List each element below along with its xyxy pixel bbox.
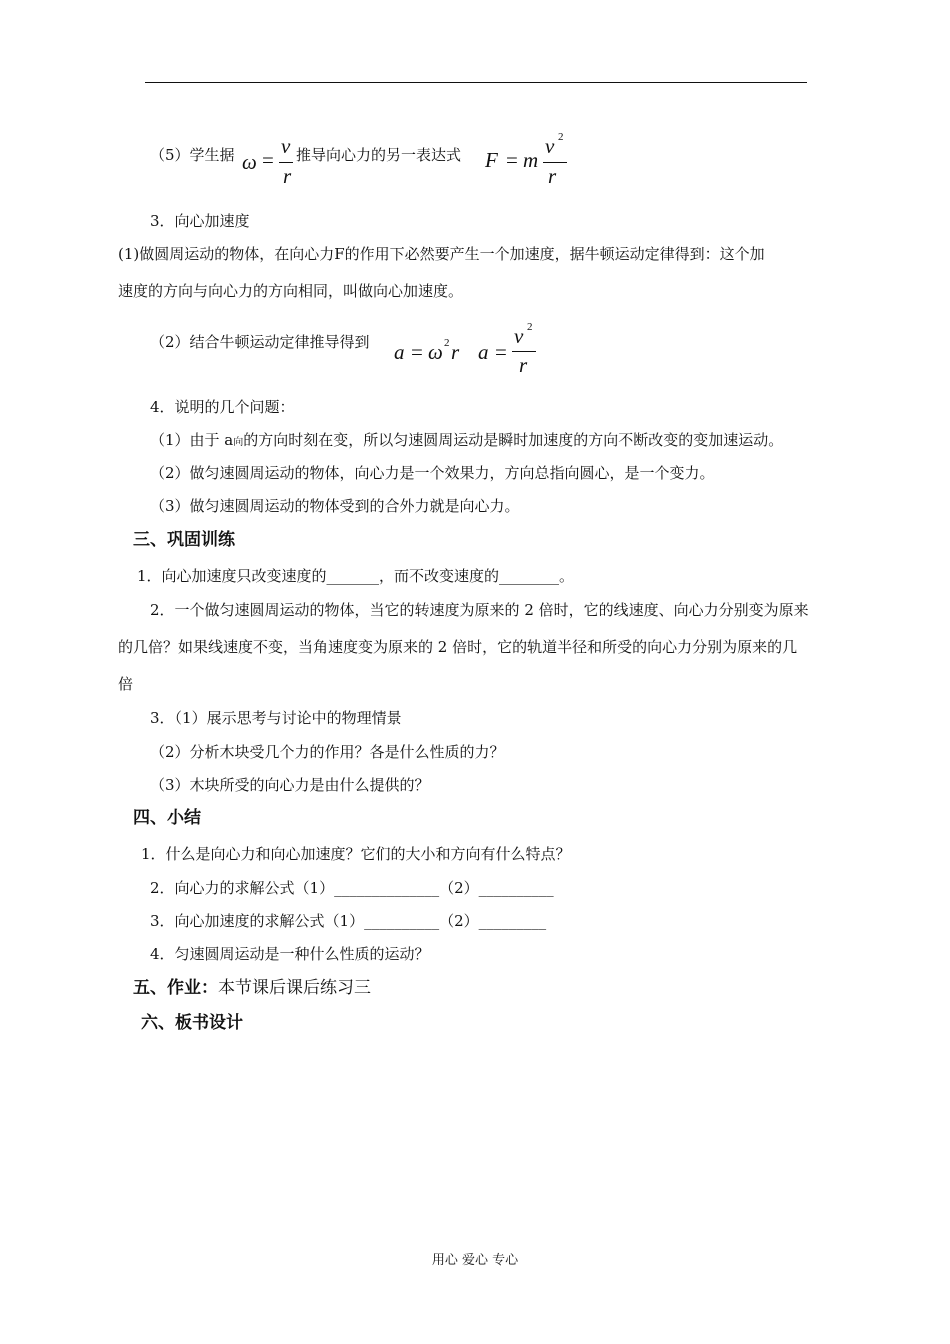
- page-footer: 用心 爱心 专心: [431, 1253, 519, 1268]
- formula-equals: =: [411, 340, 423, 364]
- section5-text: 本节课后课后练习三: [218, 978, 371, 998]
- formula-r: r: [451, 340, 460, 364]
- formula-omega: ω: [242, 150, 257, 174]
- formula-numerator-v: v: [545, 134, 555, 158]
- formula-denominator-r: r: [519, 353, 528, 377]
- section6-heading: 六、板书设计: [141, 1013, 243, 1033]
- fraction-bar: [512, 351, 536, 352]
- item3-para2-prefix: （2）结合牛顿运动定律推导得到: [150, 333, 370, 351]
- formula-numerator-v: v: [281, 134, 291, 158]
- sec3-q1: 1．向心加速度只改变速度的_______，而不改变速度的________。: [137, 567, 575, 585]
- item4-point3: （3）做匀速圆周运动的物体受到的合外力就是向心力。: [150, 497, 520, 515]
- item4-point1-subscript: 向: [233, 437, 244, 448]
- formula-equals: =: [495, 340, 507, 364]
- item3-para1-line2: 速度的方向与向心力的方向相同，叫做向心加速度。: [118, 282, 464, 300]
- formula-a: a: [478, 340, 489, 364]
- section5: [133, 977, 371, 999]
- formula-equals: =: [506, 148, 518, 172]
- fraction-bar: [543, 162, 567, 163]
- formula-denominator-r: r: [283, 164, 292, 188]
- header-rule: [145, 82, 807, 83]
- formula-exponent-2: 2: [558, 131, 564, 143]
- item5-mid: 推导向心力的另一表达式: [296, 146, 462, 164]
- formula-exponent-2: 2: [527, 321, 533, 333]
- item4-point1-a: （1）由于 a: [150, 431, 234, 449]
- item4-point2: （2）做匀速圆周运动的物体，向心力是一个效果力，方向总指向圆心，是一个变力。: [150, 464, 715, 482]
- sec3-q2-line3: 倍: [118, 675, 134, 693]
- item5-prefix: （5）学生据: [150, 146, 235, 164]
- item4-point1-b: 的方向时刻在变，所以匀速圆周运动是瞬时加速度的方向不断改变的变加速运动。: [243, 431, 784, 449]
- sec3-q2-line1: 2．一个做匀速圆周运动的物体，当它的转速度为原来的 2 倍时，它的线速度、向心力分别变为原来: [150, 601, 809, 619]
- item3-para1-line1: (1)做圆周运动的物体，在向心力F的作用下必然要产生一个加速度，据牛顿运动定律得到：这个加: [118, 245, 765, 263]
- sec4-s3: 3．向心加速度的求解公式（1）__________（2）_________: [150, 912, 547, 930]
- formula-numerator-v: v: [514, 324, 524, 348]
- formula-a: a: [394, 340, 405, 364]
- sec4-s2: 2．向心力的求解公式（1）______________（2）__________: [150, 879, 554, 897]
- sec3-q2-line2: 的几倍？如果线速度不变，当角速度变为原来的 2 倍时，它的轨道半径和所受的向心力分别为原来的几: [118, 638, 798, 656]
- fraction-bar: [279, 162, 293, 163]
- sec3-q3-2: （2）分析木块受几个力的作用？各是什么性质的力？: [150, 743, 505, 761]
- formula-F: F: [485, 148, 498, 172]
- formula-omega: ω: [428, 340, 443, 364]
- formula-denominator-r: r: [548, 164, 557, 188]
- section5-heading: 五、作业：: [133, 978, 218, 998]
- section4-heading: 四、小结: [133, 808, 201, 828]
- sec4-s1: 1．什么是向心力和向心加速度？它们的大小和方向有什么特点？: [141, 845, 571, 863]
- sec4-s4: 4．匀速圆周运动是一种什么性质的运动？: [150, 945, 430, 963]
- item3-title: 3．向心加速度: [150, 212, 250, 230]
- section3-heading: 三、巩固训练: [133, 530, 235, 550]
- formula-exponent-2: 2: [444, 337, 450, 349]
- formula-equals: =: [262, 148, 274, 172]
- sec3-q3-1: 3．（1）展示思考与讨论中的物理情景: [150, 709, 402, 727]
- item4-title: 4．说明的几个问题：: [150, 398, 295, 416]
- formula-m: m: [523, 148, 539, 172]
- item4-point1: [150, 429, 783, 454]
- sec3-q3-3: （3）木块所受的向心力是由什么提供的？: [150, 776, 430, 794]
